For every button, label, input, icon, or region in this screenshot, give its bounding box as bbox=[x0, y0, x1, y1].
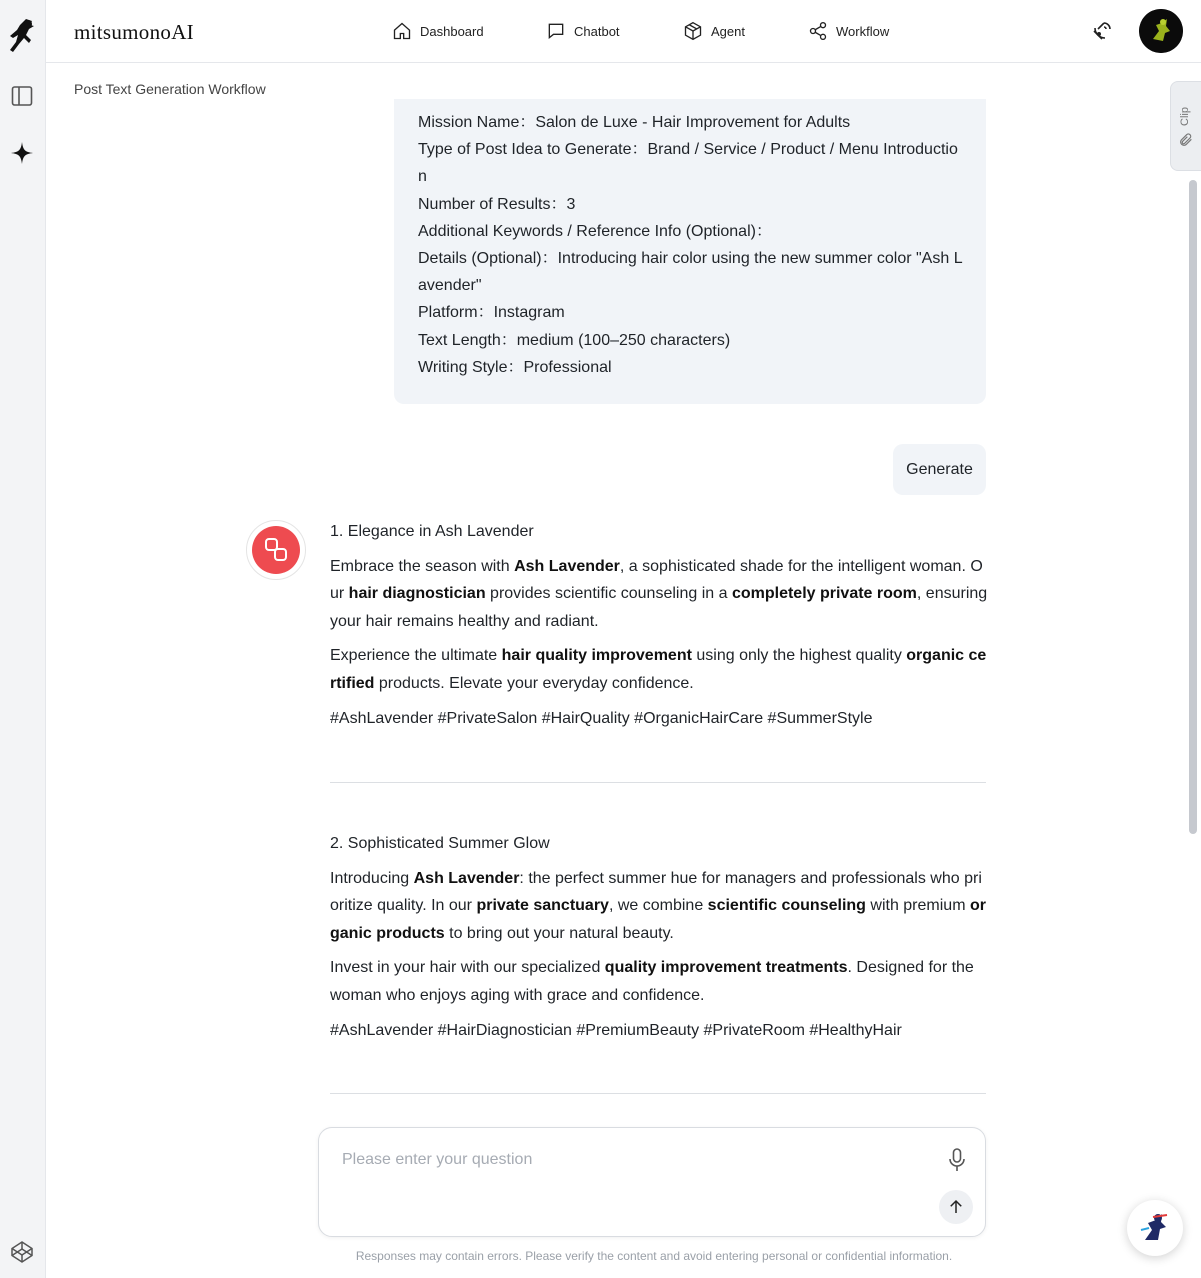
post-paragraph: Introducing Ash Lavender: the perfect summer hue for managers and professionals who prioritize quality. In our private sanctuary, we combine scientific counseling with premium organic products to bring out your natural beauty. bbox=[330, 869, 986, 942]
chat-input-box bbox=[318, 1127, 986, 1237]
bot-avatar bbox=[246, 520, 306, 580]
post-title: 1. Elegance in Ash Lavender bbox=[330, 523, 534, 540]
share-nodes-icon bbox=[808, 21, 828, 41]
user-avatar[interactable] bbox=[1139, 9, 1183, 53]
user-message-line: Details (Optional)：Introducing hair color using the new summer color "Ash Lavender" bbox=[418, 250, 963, 295]
microphone-icon[interactable] bbox=[945, 1147, 969, 1173]
workflow-bot-icon bbox=[252, 526, 300, 574]
answer-post-1 bbox=[330, 518, 988, 739]
nav-dashboard-label: Dashboard bbox=[420, 23, 484, 39]
nav-chatbot-label: Chatbot bbox=[574, 23, 620, 39]
brand-name[interactable]: mitsumonoAI bbox=[74, 20, 194, 44]
post-paragraph: Invest in your hair with our specialized quality improvement treatments. Designed for the woman who enjoys aging with grace and confidence. bbox=[330, 959, 974, 1004]
breadcrumb: Post Text Generation Workflow bbox=[74, 81, 266, 97]
chat-icon bbox=[546, 21, 566, 41]
user-message-card bbox=[394, 99, 986, 404]
sparkle-icon[interactable] bbox=[10, 141, 34, 165]
post-title: 2. Sophisticated Summer Glow bbox=[330, 835, 550, 852]
nav-chatbot[interactable] bbox=[546, 0, 620, 62]
user-message-line: Writing Style：Professional bbox=[418, 358, 612, 376]
generate-message-bubble: Generate bbox=[893, 444, 986, 495]
clip-tab[interactable] bbox=[1170, 81, 1201, 171]
assistant-fab-button[interactable] bbox=[1127, 1200, 1183, 1256]
nav-dashboard[interactable] bbox=[392, 0, 484, 62]
nav-workflow[interactable] bbox=[808, 0, 889, 62]
user-message-line: Mission Name：Salon de Luxe - Hair Improvement for Adults bbox=[418, 114, 851, 131]
question-input[interactable] bbox=[342, 1148, 902, 1172]
post-hashtags: #AshLavender #HairDiagnostician #PremiumBeauty #PrivateRoom #HealthyHair bbox=[330, 1021, 902, 1039]
disclaimer: Responses may contain errors. Please verify the content and avoid entering personal or confidential information. bbox=[355, 1249, 953, 1263]
user-message-line: Additional Keywords / Reference Info (Optional)： bbox=[418, 222, 772, 240]
cube-icon bbox=[683, 21, 703, 41]
user-message-line: Text Length：medium (100–250 characters) bbox=[418, 331, 731, 349]
answer-post-2 bbox=[330, 830, 988, 1051]
post-paragraph: Embrace the season with Ash Lavender, a sophisticated shade for the intelligent woman. Our hair diagnostician provides scientific counseling in a completely private room, ensuring your hair remains healthy and radiant. bbox=[330, 557, 988, 630]
left-rail bbox=[0, 0, 46, 1278]
home-icon bbox=[392, 21, 412, 41]
post-hashtags: #AshLavender #PrivateSalon #HairQuality #OrganicHairCare #SummerStyle bbox=[330, 709, 873, 727]
user-message-line: Number of Results：3 bbox=[418, 195, 576, 213]
nav-workflow-label: Workflow bbox=[836, 23, 890, 39]
user-message-line: Type of Post Idea to Generate：Brand / Service / Product / Menu Introduction bbox=[418, 141, 958, 186]
send-button[interactable] bbox=[939, 1190, 973, 1224]
post-paragraph: Experience the ultimate hair quality improvement using only the highest quality organic certified products. Elevate your everyday confidence. bbox=[330, 647, 987, 692]
paperclip-icon bbox=[1178, 132, 1194, 148]
top-header bbox=[46, 0, 1201, 63]
clip-label: Clip bbox=[1179, 107, 1191, 126]
arrow-up-icon bbox=[947, 1198, 965, 1216]
ninja-logo-icon[interactable] bbox=[6, 16, 40, 56]
ninja-assistant-icon bbox=[1127, 1200, 1183, 1256]
divider bbox=[330, 782, 986, 783]
scrollbar-thumb[interactable] bbox=[1189, 180, 1197, 834]
divider bbox=[330, 1093, 986, 1094]
sidebar-toggle-icon[interactable] bbox=[10, 84, 34, 108]
nav-agent[interactable] bbox=[683, 0, 745, 62]
user-message-line: Platform：Instagram bbox=[418, 304, 565, 322]
nav-agent-label: Agent bbox=[711, 23, 745, 39]
codepen-icon[interactable] bbox=[10, 1240, 34, 1264]
satellite-dish-icon[interactable] bbox=[1090, 19, 1114, 43]
avatar-ninja-icon bbox=[1139, 9, 1183, 53]
